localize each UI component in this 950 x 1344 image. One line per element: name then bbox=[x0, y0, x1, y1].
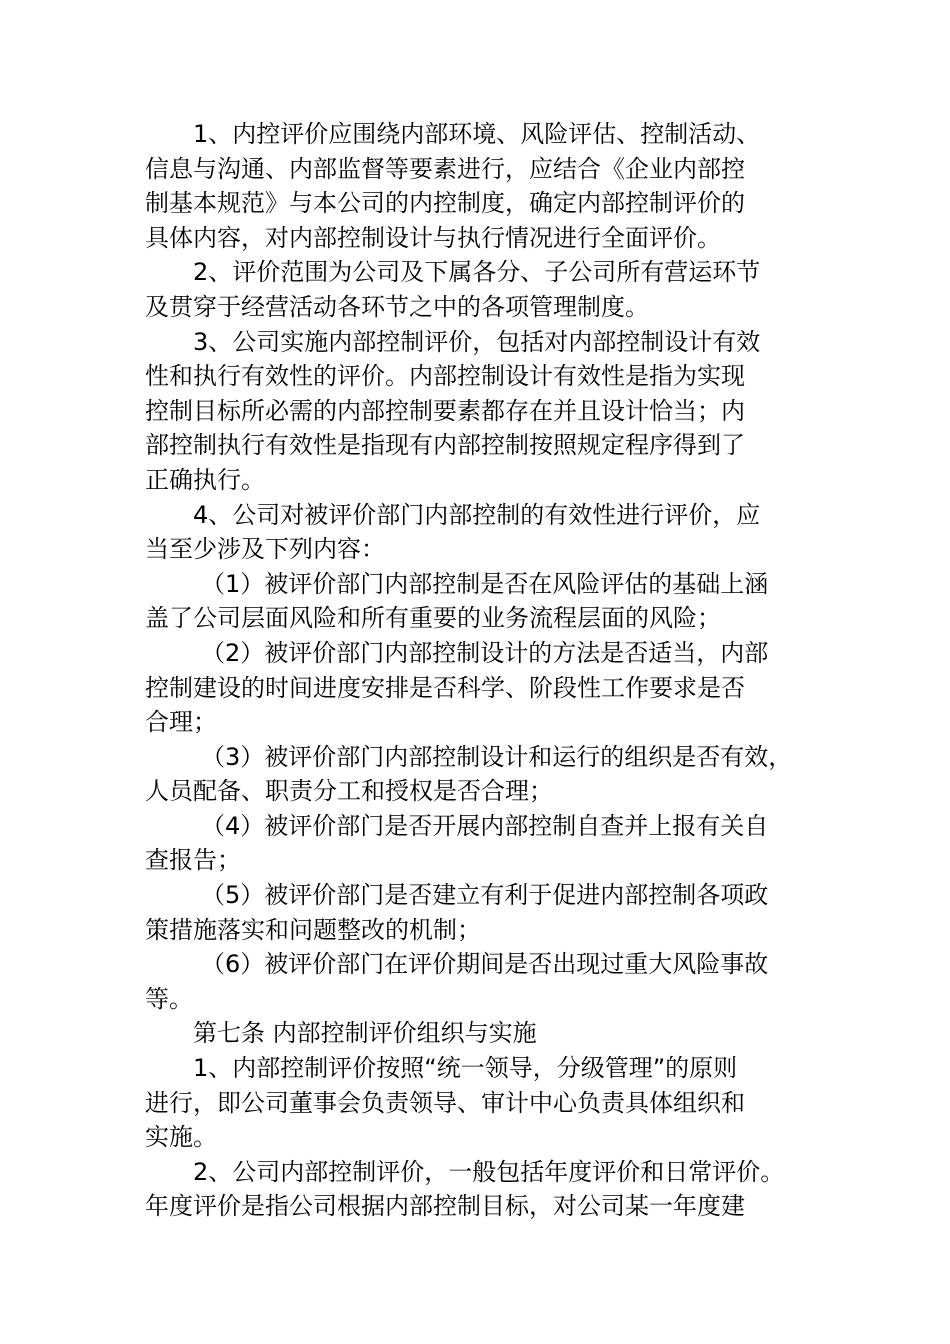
text-line: （4）被评价部门是否开展内部控制自查并上报有关自 bbox=[201, 811, 769, 840]
text-line: 年度评价是指公司根据内部控制目标，对公司某一年度建 bbox=[145, 1192, 745, 1221]
text-line: （6）被评价部门在评价期间是否出现过重大风险事故 bbox=[201, 950, 769, 979]
text-line: 2、评价范围为公司及下属各分、子公司所有营运环节 bbox=[193, 258, 761, 287]
text-line: 控制建设的时间进度安排是否科学、阶段性工作要求是否 bbox=[145, 673, 745, 702]
text-line: 制基本规范》与本公司的内控制度，确定内部控制评价的 bbox=[145, 189, 745, 218]
text-line: 策措施落实和问题整改的机制； bbox=[145, 915, 481, 944]
text-line: 2、公司内部控制评价，一般包括年度评价和日常评价。 bbox=[193, 1157, 785, 1186]
document-body bbox=[145, 117, 817, 1224]
text-line: 4、公司对被评价部门内部控制的有效性进行评价，应 bbox=[193, 500, 761, 529]
text-line: 等。 bbox=[145, 984, 193, 1013]
text-line: 1、内控评价应围绕内部环境、风险评估、控制活动、 bbox=[193, 120, 761, 148]
text-line: 进行，即公司董事会负责领导、审计中心负责具体组织和 bbox=[145, 1088, 745, 1117]
text-line: 查报告； bbox=[145, 846, 241, 875]
text-line: 盖了公司层面风险和所有重要的业务流程层面的风险； bbox=[145, 604, 721, 633]
text-line: （5）被评价部门是否建立有利于促进内部控制各项政 bbox=[201, 881, 769, 910]
text-line: 及贯穿于经营活动各环节之中的各项管理制度。 bbox=[145, 292, 649, 321]
text-line: 信息与沟通、内部监督等要素进行，应结合《企业内部控 bbox=[145, 154, 745, 183]
text-line: 当至少涉及下列内容： bbox=[145, 535, 385, 564]
text-line: （2）被评价部门内部控制设计的方法是否适当，内部 bbox=[201, 638, 769, 667]
text-line: 1、内部控制评价按照“统一领导，分级管理”的原则 bbox=[193, 1054, 738, 1083]
text-line: 正确执行。 bbox=[145, 465, 265, 494]
text-line: 合理； bbox=[145, 708, 217, 737]
text-line: 部控制执行有效性是指现有内部控制按照规定程序得到了 bbox=[145, 431, 745, 460]
text-line: （3）被评价部门内部控制设计和运行的组织是否有效， bbox=[201, 742, 793, 771]
text-line: 性和执行有效性的评价。内部控制设计有效性是指为实现 bbox=[145, 362, 745, 391]
text-line: 控制目标所必需的内部控制要素都存在并且设计恰当；内 bbox=[145, 396, 745, 425]
text-line: 3、公司实施内部控制评价，包括对内部控制设计有效 bbox=[193, 327, 761, 356]
text-line: 人员配备、职责分工和授权是否合理； bbox=[145, 777, 553, 806]
text-line: 实施。 bbox=[145, 1123, 217, 1152]
text-line: （1）被评价部门内部控制是否在风险评估的基础上涵 bbox=[201, 569, 769, 598]
text-line: 第七条 内部控制评价组织与实施 bbox=[193, 1019, 537, 1048]
text-line: 具体内容，对内部控制设计与执行情况进行全面评价。 bbox=[145, 223, 721, 252]
